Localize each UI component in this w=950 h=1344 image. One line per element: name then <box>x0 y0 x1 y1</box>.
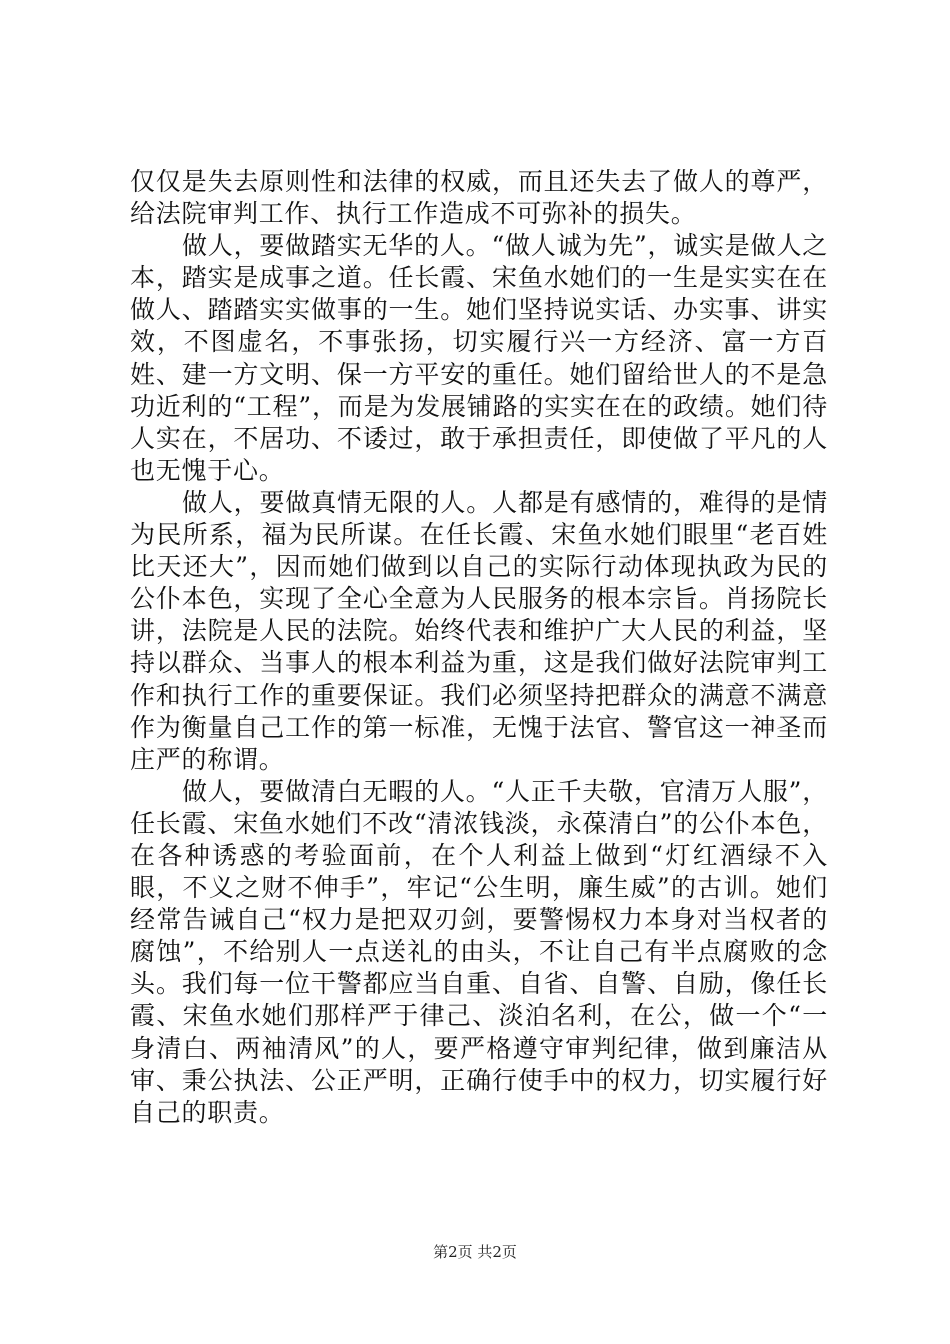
paragraph-practical-person: 做人，要做踏实无华的人。“做人诚为先”，诚实是做人之本，踏实是成事之道。任长霞、宋鱼水她们的一生是实实在在做人、踏踏实实做事的一生。她们坚持说实话、办实事、讲实效，不图虚名，不事张扬，切实履行兴一方经济、富一方百姓、建一方文明、保一方平安的重任。她们留给世人的不是急功近利的“工程”，而是为发展铺路的实实在在的政绩。她们待人实在，不居功、不诿过，敢于承担责任，即使做了平凡的人也无愧于心。 <box>130 231 828 485</box>
paragraph-clean-person: 做人，要做清白无暇的人。“人正千夫敬，官清万人服”，任长霞、宋鱼水她们不改“清浓钱淡，永葆清白”的公仆本色，在各种诱惑的考验面前，在个人利益上做到“灯红酒绿不入眼，不义之财不伸手”，牢记“公生明，廉生威”的古训。她们经常告诫自己“权力是把双刃剑，要警惕权力本身对当权者的腐蚀”，不给别人一点送礼的由头，不让自己有半点腐败的念头。我们每一位干警都应当自重、自省、自警、自励，像任长霞、宋鱼水她们那样严于律己、淡泊名利，在公，做一个“一身清白、两袖清风”的人，要严格遵守审判纪律，做到廉洁从审、秉公执法、公正严明，正确行使手中的权力，切实履行好自己的职责。 <box>130 776 828 1127</box>
paragraph-continuation: 仅仅是失去原则性和法律的权威，而且还失去了做人的尊严，给法院审判工作、执行工作造成不可弥补的损失。 <box>130 167 828 229</box>
paragraph-sincere-person: 做人，要做真情无限的人。人都是有感情的，难得的是情为民所系，福为民所谋。在任长霞、宋鱼水她们眼里“老百姓比天还大”，因而她们做到以自己的实际行动体现执政为民的公仆本色，实现了全心全意为人民服务的根本宗旨。肖扬院长讲，法院是人民的法院。始终代表和维护广大人民的利益，坚持以群众、当事人的根本利益为重，这是我们做好法院审判工作和执行工作的重要保证。我们必须坚持把群众的满意不满意作为衡量自己工作的第一标准，无愧于法官、警官这一神圣而庄严的称谓。 <box>130 487 828 774</box>
document-body <box>130 166 828 1129</box>
page-footer: 第2页 共2页 <box>433 1243 517 1261</box>
